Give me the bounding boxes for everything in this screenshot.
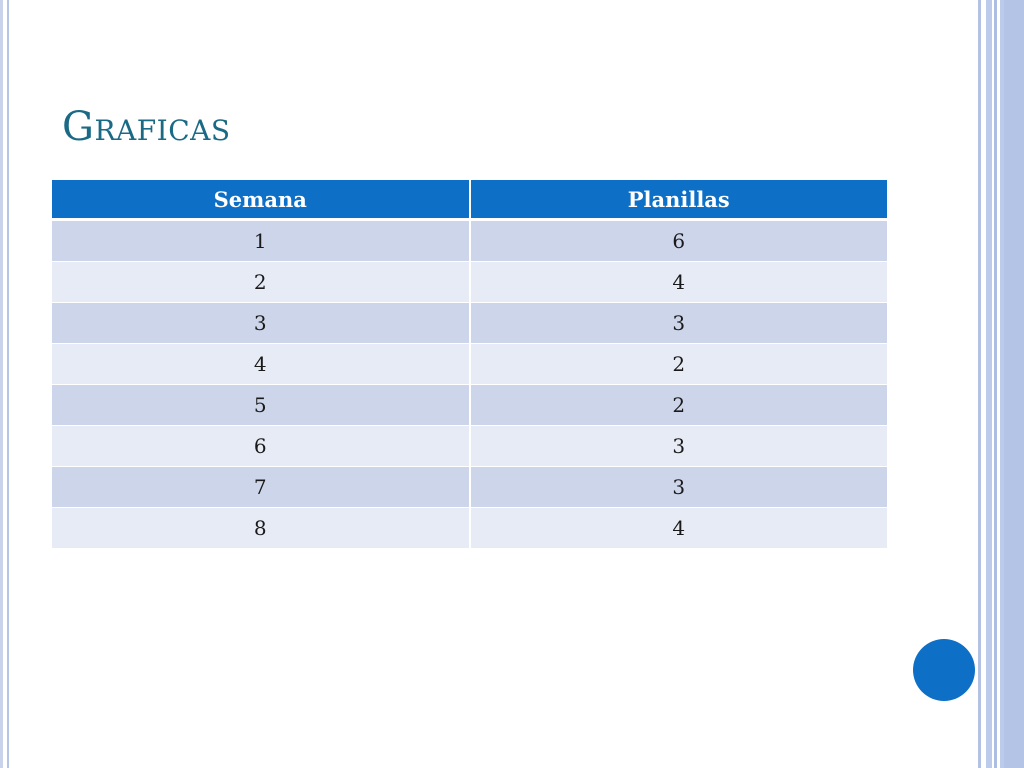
table-cell-semana: 6 — [52, 426, 470, 467]
table-cell-planillas: 3 — [470, 303, 888, 344]
table-row — [52, 262, 887, 303]
data-table — [52, 180, 887, 548]
decorative-circle — [913, 639, 975, 701]
slide-title: Graficas — [62, 104, 231, 150]
table-row — [52, 426, 887, 467]
table-cell-planillas: 3 — [470, 467, 888, 508]
table-row — [52, 385, 887, 426]
table-row — [52, 220, 887, 262]
table-cell-semana: 8 — [52, 508, 470, 549]
left-border-line-inner — [7, 0, 9, 768]
table-header-row — [52, 180, 887, 220]
table-cell-semana: 2 — [52, 262, 470, 303]
table-cell-semana: 3 — [52, 303, 470, 344]
table-cell-planillas: 2 — [470, 344, 888, 385]
table-cell-semana: 5 — [52, 385, 470, 426]
table-cell-semana: 1 — [52, 220, 470, 262]
table-cell-planillas: 3 — [470, 426, 888, 467]
left-border-line — [0, 0, 3, 768]
table-row — [52, 344, 887, 385]
table-cell-planillas: 6 — [470, 220, 888, 262]
table-cell-semana: 4 — [52, 344, 470, 385]
column-header-planillas: Planillas — [470, 180, 888, 220]
table-row — [52, 467, 887, 508]
table-row — [52, 508, 887, 549]
table-row — [52, 303, 887, 344]
table-cell-planillas: 4 — [470, 508, 888, 549]
column-header-semana: Semana — [52, 180, 470, 220]
right-stripe-wide — [1004, 0, 1024, 768]
table-cell-planillas: 4 — [470, 262, 888, 303]
table-cell-planillas: 2 — [470, 385, 888, 426]
table-cell-semana: 7 — [52, 467, 470, 508]
